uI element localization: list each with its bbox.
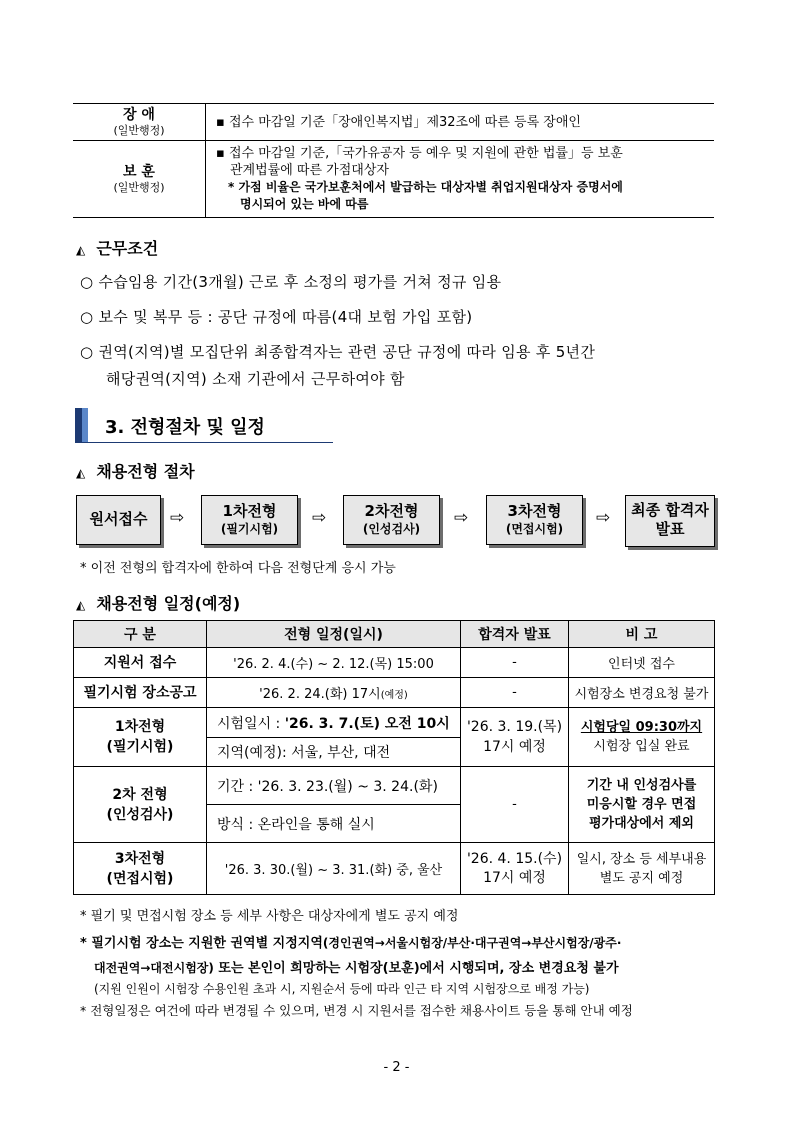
schedule-date: '26. 2. 24.(화) 17시 — [259, 687, 381, 702]
result-time: 17시 예정 — [483, 869, 546, 886]
triangle-icon: ◭ — [76, 598, 86, 612]
description-line: 관계법률에 따른 가점대상자 — [230, 163, 389, 178]
section-header — [75, 408, 333, 443]
result-time: 17시 예정 — [483, 739, 546, 755]
schedule-date: '26. 2. 4.(수) ~ 2. 12.(목) 15:00 — [207, 648, 461, 678]
row-sublabel: (필기시험) — [106, 739, 174, 755]
schedule-prefix: 시험일시 : — [217, 715, 285, 732]
process-step-application — [76, 495, 161, 545]
category-label: 보 훈 — [123, 163, 155, 180]
work-bullet: ○ 수습임용 기간(3개월) 근로 후 소정의 평가를 거쳐 정규 임용 — [80, 273, 502, 291]
category-label: 장 애 — [123, 106, 155, 123]
row-label-cell — [74, 767, 207, 843]
schedule-region: 지역(예정): 서울, 부산, 대전 — [207, 738, 461, 767]
column-header: 합격자 발표 — [461, 621, 569, 648]
heading-text: 채용전형 일정(예정) — [96, 594, 241, 613]
footnote-part: 또는 본인이 희망하는 시험장(보훈)에서 시행되며, 장소 변경요청 불가 — [213, 961, 619, 976]
row-sublabel: (인성검사) — [106, 806, 174, 823]
description-line: ▪ 접수 마감일 기준「장애인복지법」제32조에 따른 등록 장애인 — [216, 114, 581, 130]
result-date: '26. 4. 15.(수) — [466, 850, 563, 867]
footnote: * 전형일정은 여건에 따라 변경될 수 있으며, 변경 시 지원서를 접수한 채용사이트 등을 통해 안내 예정 — [80, 1003, 633, 1018]
remark: 인터넷 접수 — [569, 648, 715, 678]
schedule-date: '26. 3. 7.(토) 오전 10시 — [284, 715, 450, 732]
description-line: ▪ 접수 마감일 기준,「국가유공자 등 예우 및 지원에 관한 법률」등 보훈 — [216, 146, 623, 161]
description-cell — [206, 141, 715, 218]
process-step-final — [625, 495, 715, 547]
column-header: 전형 일정(일시) — [207, 621, 461, 648]
row-sublabel: (면접시험) — [106, 870, 174, 887]
table-row — [73, 141, 714, 218]
work-bullet: ○ 보수 및 복무 등 : 공단 규정에 따름(4대 보험 가입 포함) — [80, 308, 473, 326]
section-bar-accent — [82, 408, 88, 442]
row-label: 2차 전형 — [112, 786, 168, 803]
footnote: (지원 인원이 시험장 수용인원 초과 시, 지원순서 등에 따라 인근 타 지역 시험장으로 배정 가능) — [94, 982, 590, 996]
footnote-part: (경인권역→서울시험장/부산·대구권역→부산시험장/광주· — [322, 936, 622, 950]
table-header-row — [74, 621, 715, 648]
table-row — [74, 843, 715, 895]
work-bullet-cont: 해당권역(지역) 소재 기관에서 근무하여야 함 — [106, 370, 405, 388]
footnote: * 필기 및 면접시험 장소 등 세부 사항은 대상자에게 별도 공지 예정 — [80, 909, 459, 924]
remark: 평가대상에서 제외 — [589, 816, 694, 831]
step-label: 원서접수 — [89, 510, 148, 528]
remark: 시험당일 09:30까지 — [580, 720, 703, 735]
section-bar — [75, 408, 82, 442]
triangle-icon: ◭ — [76, 466, 86, 480]
result-date: - — [461, 767, 569, 843]
category-cell — [73, 104, 206, 141]
triangle-icon: ◭ — [76, 243, 86, 257]
step-label: 2차전형 — [364, 502, 419, 520]
page-number: - 2 - — [383, 1060, 410, 1075]
process-step-2 — [343, 495, 440, 545]
remark: 미응시할 경우 면접 — [586, 797, 697, 812]
remark-cell — [569, 767, 715, 843]
schedule-method: 방식 : 온라인을 통해 실시 — [207, 805, 461, 843]
arrow-right-icon: ⇨ — [170, 508, 185, 528]
table-row — [74, 678, 715, 708]
table-row — [73, 104, 714, 141]
process-heading — [76, 459, 195, 482]
step-sublabel: (필기시험) — [220, 522, 279, 536]
step-sublabel: (면접시험) — [505, 522, 564, 536]
schedule-date-cell — [207, 678, 461, 708]
section-title: 3. 전형절차 및 일정 — [105, 417, 265, 438]
heading-text: 근무조건 — [96, 239, 159, 258]
process-step-3 — [486, 495, 583, 545]
category-sub: (일반행정) — [113, 180, 165, 194]
heading-text: 채용전형 절차 — [96, 462, 195, 481]
remark: 기간 내 인성검사를 — [586, 778, 697, 793]
process-step-1 — [201, 495, 298, 545]
schedule-period: 기간 : '26. 3. 23.(월) ~ 3. 24.(화) — [207, 767, 461, 805]
remark-cell — [569, 843, 715, 895]
arrow-right-icon: ⇨ — [454, 508, 469, 528]
column-header: 비 고 — [569, 621, 715, 648]
remark: 일시, 장소 등 세부내용 — [576, 851, 707, 867]
column-header: 구 분 — [74, 621, 207, 648]
result-date: - — [461, 648, 569, 678]
remark: 시험장 입실 완료 — [593, 739, 690, 754]
eligibility-table — [73, 103, 714, 218]
description-cell — [206, 104, 715, 141]
row-label: 필기시험 장소공고 — [74, 678, 207, 708]
note-line: 명시되어 있는 바에 따름 — [240, 197, 369, 211]
schedule-date-cell — [207, 708, 461, 738]
work-conditions-heading — [76, 236, 158, 259]
arrow-right-icon: ⇨ — [312, 508, 327, 528]
work-bullet: ○ 권역(지역)별 모집단위 최종합격자는 관련 공단 규정에 따라 임용 후 5년간 — [80, 343, 596, 361]
row-label-cell — [74, 843, 207, 895]
note-line: * 가점 비율은 국가보훈처에서 발급하는 대상자별 취업지원대상자 증명서에 — [228, 180, 623, 194]
row-label-cell — [74, 708, 207, 767]
step-label: 1차전형 — [222, 502, 277, 520]
footnote-part: 대전권역→대전시험장) — [94, 961, 214, 975]
schedule-date: '26. 3. 30.(월) ~ 3. 31.(화) 중, 울산 — [207, 843, 461, 895]
table-row — [74, 767, 715, 805]
step-sublabel: 발표 — [655, 520, 685, 538]
remark: 시험장소 변경요청 불가 — [569, 678, 715, 708]
schedule-date-note: (예정) — [380, 690, 408, 701]
step-label: 3차전형 — [507, 502, 562, 520]
schedule-heading — [76, 591, 240, 614]
result-cell — [461, 843, 569, 895]
table-row — [74, 708, 715, 738]
remark: 별도 공지 예정 — [599, 870, 684, 886]
row-label: 3차전형 — [114, 850, 166, 867]
footnote-exam-location — [80, 931, 720, 981]
row-label: 지원서 접수 — [74, 648, 207, 678]
result-date: - — [461, 678, 569, 708]
row-label: 1차전형 — [114, 719, 166, 735]
arrow-right-icon: ⇨ — [596, 508, 611, 528]
category-cell — [73, 141, 206, 218]
remark-cell — [569, 708, 715, 767]
footnote-part: * 필기시험 장소는 지원한 권역별 지정지역 — [80, 936, 323, 951]
step-sublabel: (인성검사) — [362, 522, 421, 536]
table-row — [74, 648, 715, 678]
step-label: 최종 합격자 — [631, 501, 709, 519]
result-cell — [461, 708, 569, 767]
schedule-table — [73, 620, 715, 895]
process-note: * 이전 전형의 합격자에 한하여 다음 전형단계 응시 가능 — [80, 561, 396, 576]
category-sub: (일반행정) — [113, 123, 165, 137]
result-date: '26. 3. 19.(목) — [466, 719, 563, 735]
